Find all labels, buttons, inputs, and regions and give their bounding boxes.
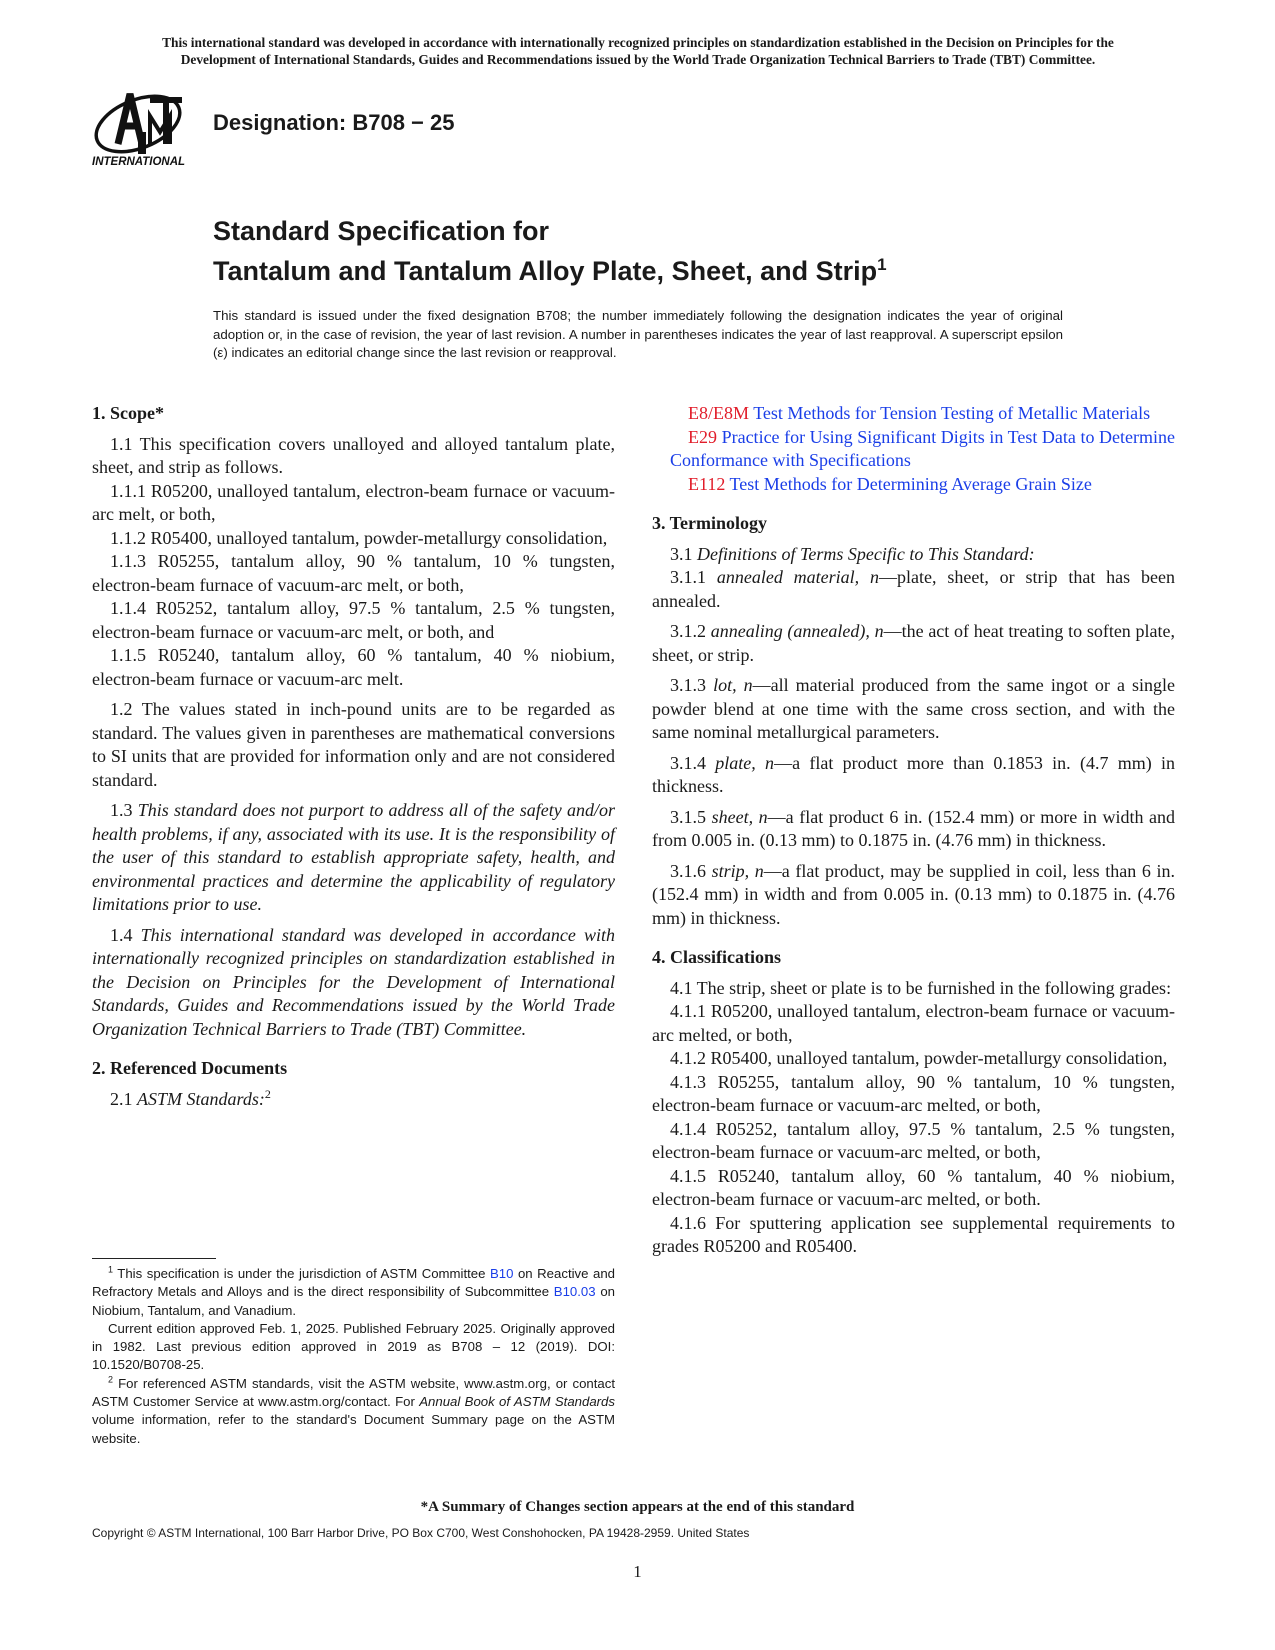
para-1-1-1: 1.1.1 R05200, unalloyed tantalum, electron-beam furnace or vacuum-arc melt, or both, xyxy=(92,480,615,524)
document-title xyxy=(213,214,887,288)
designation: Designation: B708 − 25 xyxy=(213,110,455,135)
para-1-3-text: This standard does not purport to address all of the safety and/or health problems, if any, associated with its use. It is the responsibility of the user of this standard to establish appropriate safety, health, and environmental practices and determine the applicability of regulatory limitations prior to use. xyxy=(92,800,615,914)
definition-number: 3.1.6 xyxy=(670,860,712,881)
footnote-1-text-c: on Niobium, Tantalum, and Vanadium. xyxy=(92,1284,615,1318)
para-2-1-number: 2.1 xyxy=(110,1088,137,1109)
footnote-2-text-a: For referenced ASTM standards, visit the ASTM website, www.astm.org, or contact ASTM Customer Service at www.astm.org/contact. For xyxy=(92,1375,615,1410)
title-line-1: Standard Specification for xyxy=(213,216,550,246)
definition-text: —a flat product more than 0.1853 in. (4.7 mm) in thickness. xyxy=(652,752,1175,796)
left-column xyxy=(92,402,615,1111)
definition-text: —all material produced from the same ingot or a single powder blend at one time with the same cross section, and with the same nominal metallurgical parameters. xyxy=(652,675,1175,742)
definition-number: 3.1.1 xyxy=(670,567,717,587)
notice-line-1: This international standard was developed in accordance with internationally recognized principles on standardization established in the Decision on Principles for the xyxy=(162,35,1114,50)
para-2-1-text: ASTM Standards: xyxy=(137,1088,265,1109)
para-4-1-1: 4.1.1 R05200, unalloyed tantalum, electron-beam furnace or vacuum-arc melted, or both, xyxy=(652,1001,1175,1045)
definition-term: plate, n xyxy=(715,752,775,773)
notice-line-2: Development of International Standards, Guides and Recommendations issued by the World Trade Organization Technical Barriers to Trade (TBT) Committee. xyxy=(180,52,1096,67)
para-1-1-5: 1.1.5 R05240, tantalum alloy, 60 % tantalum, 40 % niobium, electron-beam furnace or vacuum-arc melt. xyxy=(92,645,615,689)
footnote-1-mark: 1 xyxy=(108,1264,114,1275)
reference-code[interactable]: E112 xyxy=(688,473,726,494)
para-4-1-3: 4.1.3 R05255, tantalum alloy, 90 % tantalum, 10 % tungsten, electron-beam furnace or vacuum-arc melted, or both, xyxy=(652,1071,1175,1115)
para-1-3-number: 1.3 xyxy=(110,800,138,820)
reference-list xyxy=(652,402,1175,496)
footnote-2 xyxy=(92,1375,615,1448)
para-1-1-3: 1.1.3 R05255, tantalum alloy, 90 % tantalum, 10 % tungsten, electron-beam furnace of vacuum-arc melt, or both, xyxy=(92,551,615,595)
footnote-2-italic: Annual Book of ASTM Standards xyxy=(419,1394,615,1410)
footnote-2-text-b: volume information, refer to the standard's Document Summary page on the ASTM website. xyxy=(92,1412,615,1446)
definition-text: —plate, sheet, or strip that has been annealed. xyxy=(652,567,1175,611)
reference-e29[interactable] xyxy=(652,426,1175,473)
para-3-1-number: 3.1 xyxy=(670,543,697,564)
reference-code[interactable]: E8/E8M xyxy=(688,403,749,423)
subcommittee-b10-03-link[interactable]: B10.03 xyxy=(553,1284,596,1300)
definition-3-1-4 xyxy=(652,752,1175,799)
para-1-4-number: 1.4 xyxy=(110,924,141,945)
para-1-1: 1.1 This specification covers unalloyed and alloyed tantalum plate, sheet, and strip as follows. xyxy=(92,433,615,477)
para-1-3 xyxy=(92,799,615,917)
reference-title[interactable]: Test Methods for Tension Testing of Metallic Materials xyxy=(753,403,1151,423)
section-4-heading: 4. Classifications xyxy=(652,947,782,967)
para-1-1-2: 1.1.2 R05400, unalloyed tantalum, powder-metallurgy consolidation, xyxy=(110,527,608,548)
logo-wordmark: INTERNATIONAL xyxy=(92,156,186,168)
definition-number: 3.1.4 xyxy=(670,752,716,773)
definition-text: —the act of heat treating to soften plate, sheet, or strip. xyxy=(652,621,1175,665)
para-1-2: 1.2 The values stated in inch-pound units are to be regarded as standard. The values given in parentheses are mathematical conversions to SI units that are provided for information only and are not considered standard. xyxy=(92,699,615,790)
page-number: 1 xyxy=(633,1562,642,1581)
para-4-1-4: 4.1.4 R05252, tantalum alloy, 97.5 % tantalum, 2.5 % tungsten, electron-beam furnace or vacuum-arc melted, or both, xyxy=(652,1118,1175,1162)
right-column xyxy=(652,402,1175,1259)
footnote-1 xyxy=(92,1265,615,1320)
definition-term: sheet, n xyxy=(711,806,768,827)
definition-term: lot, n xyxy=(713,675,753,695)
para-4-1-5: 4.1.5 R05240, tantalum alloy, 60 % tantalum, 40 % niobium, electron-beam furnace or vacuum-arc melted, or both. xyxy=(652,1165,1175,1209)
para-1-4 xyxy=(92,924,615,1042)
reference-title[interactable]: Test Methods for Determining Average Grain Size xyxy=(729,473,1092,494)
reference-e112[interactable] xyxy=(652,473,1175,497)
issuance-statement: This standard is issued under the fixed designation B708; the number immediately following the designation indicates the year of original adoption or, in the case of revision, the year of last revision. A number in parentheses indicates the year of last reapproval. A superscript epsilon (ε) indicates an editorial change since the last revision or reapproval. xyxy=(213,308,1063,360)
para-2-1 xyxy=(92,1088,615,1112)
reference-title[interactable]: Practice for Using Significant Digits in Test Data to Determine Conformance with Specifications xyxy=(670,426,1176,470)
astm-logo xyxy=(90,86,200,176)
para-4-1: 4.1 The strip, sheet or plate is to be furnished in the following grades: xyxy=(670,977,1172,998)
trade-notice xyxy=(88,34,1188,68)
section-3-heading: 3. Terminology xyxy=(652,513,768,533)
para-1-1-4: 1.1.4 R05252, tantalum alloy, 97.5 % tantalum, 2.5 % tungsten, electron-beam furnace or vacuum-arc melt, or both, and xyxy=(92,598,615,642)
definition-number: 3.1.5 xyxy=(670,806,712,827)
footnote-2-mark: 2 xyxy=(108,1374,114,1385)
definition-term: strip, n xyxy=(711,860,764,881)
footnote-1-edition: Current edition approved Feb. 1, 2025. Published February 2025. Originally approved in 1982. Last previous edition approved in 2019 as B708 – 12 (2019). DOI: 10.1520/B0708-25. xyxy=(92,1320,615,1373)
definition-text: —a flat product 6 in. (152.4 mm) or more in width and from 0.005 in. (0.13 mm) to 0.1875 in. (4.76 mm) in thickness. xyxy=(652,806,1176,850)
reference-e8[interactable] xyxy=(652,402,1175,426)
definition-term: annealing (annealed), n xyxy=(710,621,884,641)
definition-3-1-1 xyxy=(652,566,1175,613)
footnote-divider xyxy=(92,1258,216,1259)
title-line-2: Tantalum and Tantalum Alloy Plate, Sheet, and Strip xyxy=(213,256,878,286)
para-2-1-footnote-mark: 2 xyxy=(264,1086,271,1101)
para-3-1 xyxy=(652,543,1175,567)
para-1-4-text: This international standard was developed in accordance with internationally recognized principles on standardization established in the Decision on Principles for the Development of International Standards, Guides and Recommendations issued by the World Trade Organization Technical Barriers to Trade (TBT) Committee. xyxy=(92,924,615,1039)
definition-3-1-3 xyxy=(652,674,1175,745)
reference-code[interactable]: E29 xyxy=(688,426,717,447)
para-3-1-text: Definitions of Terms Specific to This Standard: xyxy=(697,543,1035,564)
copyright-line: Copyright © ASTM International, 100 Barr Harbor Drive, PO Box C700, West Conshohocken, PA 19428-2959. United States xyxy=(92,1526,750,1540)
para-4-1-2: 4.1.2 R05400, unalloyed tantalum, powder-metallurgy consolidation, xyxy=(670,1048,1168,1068)
para-4-1-6: 4.1.6 For sputtering application see supplemental requirements to grades R05200 and R05400. xyxy=(652,1212,1175,1256)
definition-number: 3.1.2 xyxy=(670,621,711,641)
definition-3-1-6 xyxy=(652,860,1175,931)
footnote-1-text-a: This specification is under the jurisdiction of ASTM Committee xyxy=(113,1266,490,1281)
definition-3-1-2 xyxy=(652,620,1175,667)
footnote-1-text-b: on Reactive and Refractory Metals and Alloys and is the direct responsibility of Subcommittee xyxy=(92,1266,615,1300)
committee-b10-link[interactable]: B10 xyxy=(489,1266,514,1281)
summary-of-changes-note: *A Summary of Changes section appears at the end of this standard xyxy=(420,1499,855,1515)
definition-number: 3.1.3 xyxy=(670,675,714,695)
title-footnote-mark: 1 xyxy=(877,255,887,274)
section-2-heading: 2. Referenced Documents xyxy=(92,1058,288,1078)
definition-term: annealed material, n xyxy=(716,567,880,587)
section-1-heading: 1. Scope* xyxy=(92,403,164,423)
definition-3-1-5 xyxy=(652,806,1175,853)
footnotes xyxy=(92,1265,615,1448)
definition-text: —a flat product, may be supplied in coil, less than 6 in. (152.4 mm) in width and from 0.005 in. (0.13 mm) to 0.1875 in. (4.76 mm) in thickness. xyxy=(652,860,1176,928)
